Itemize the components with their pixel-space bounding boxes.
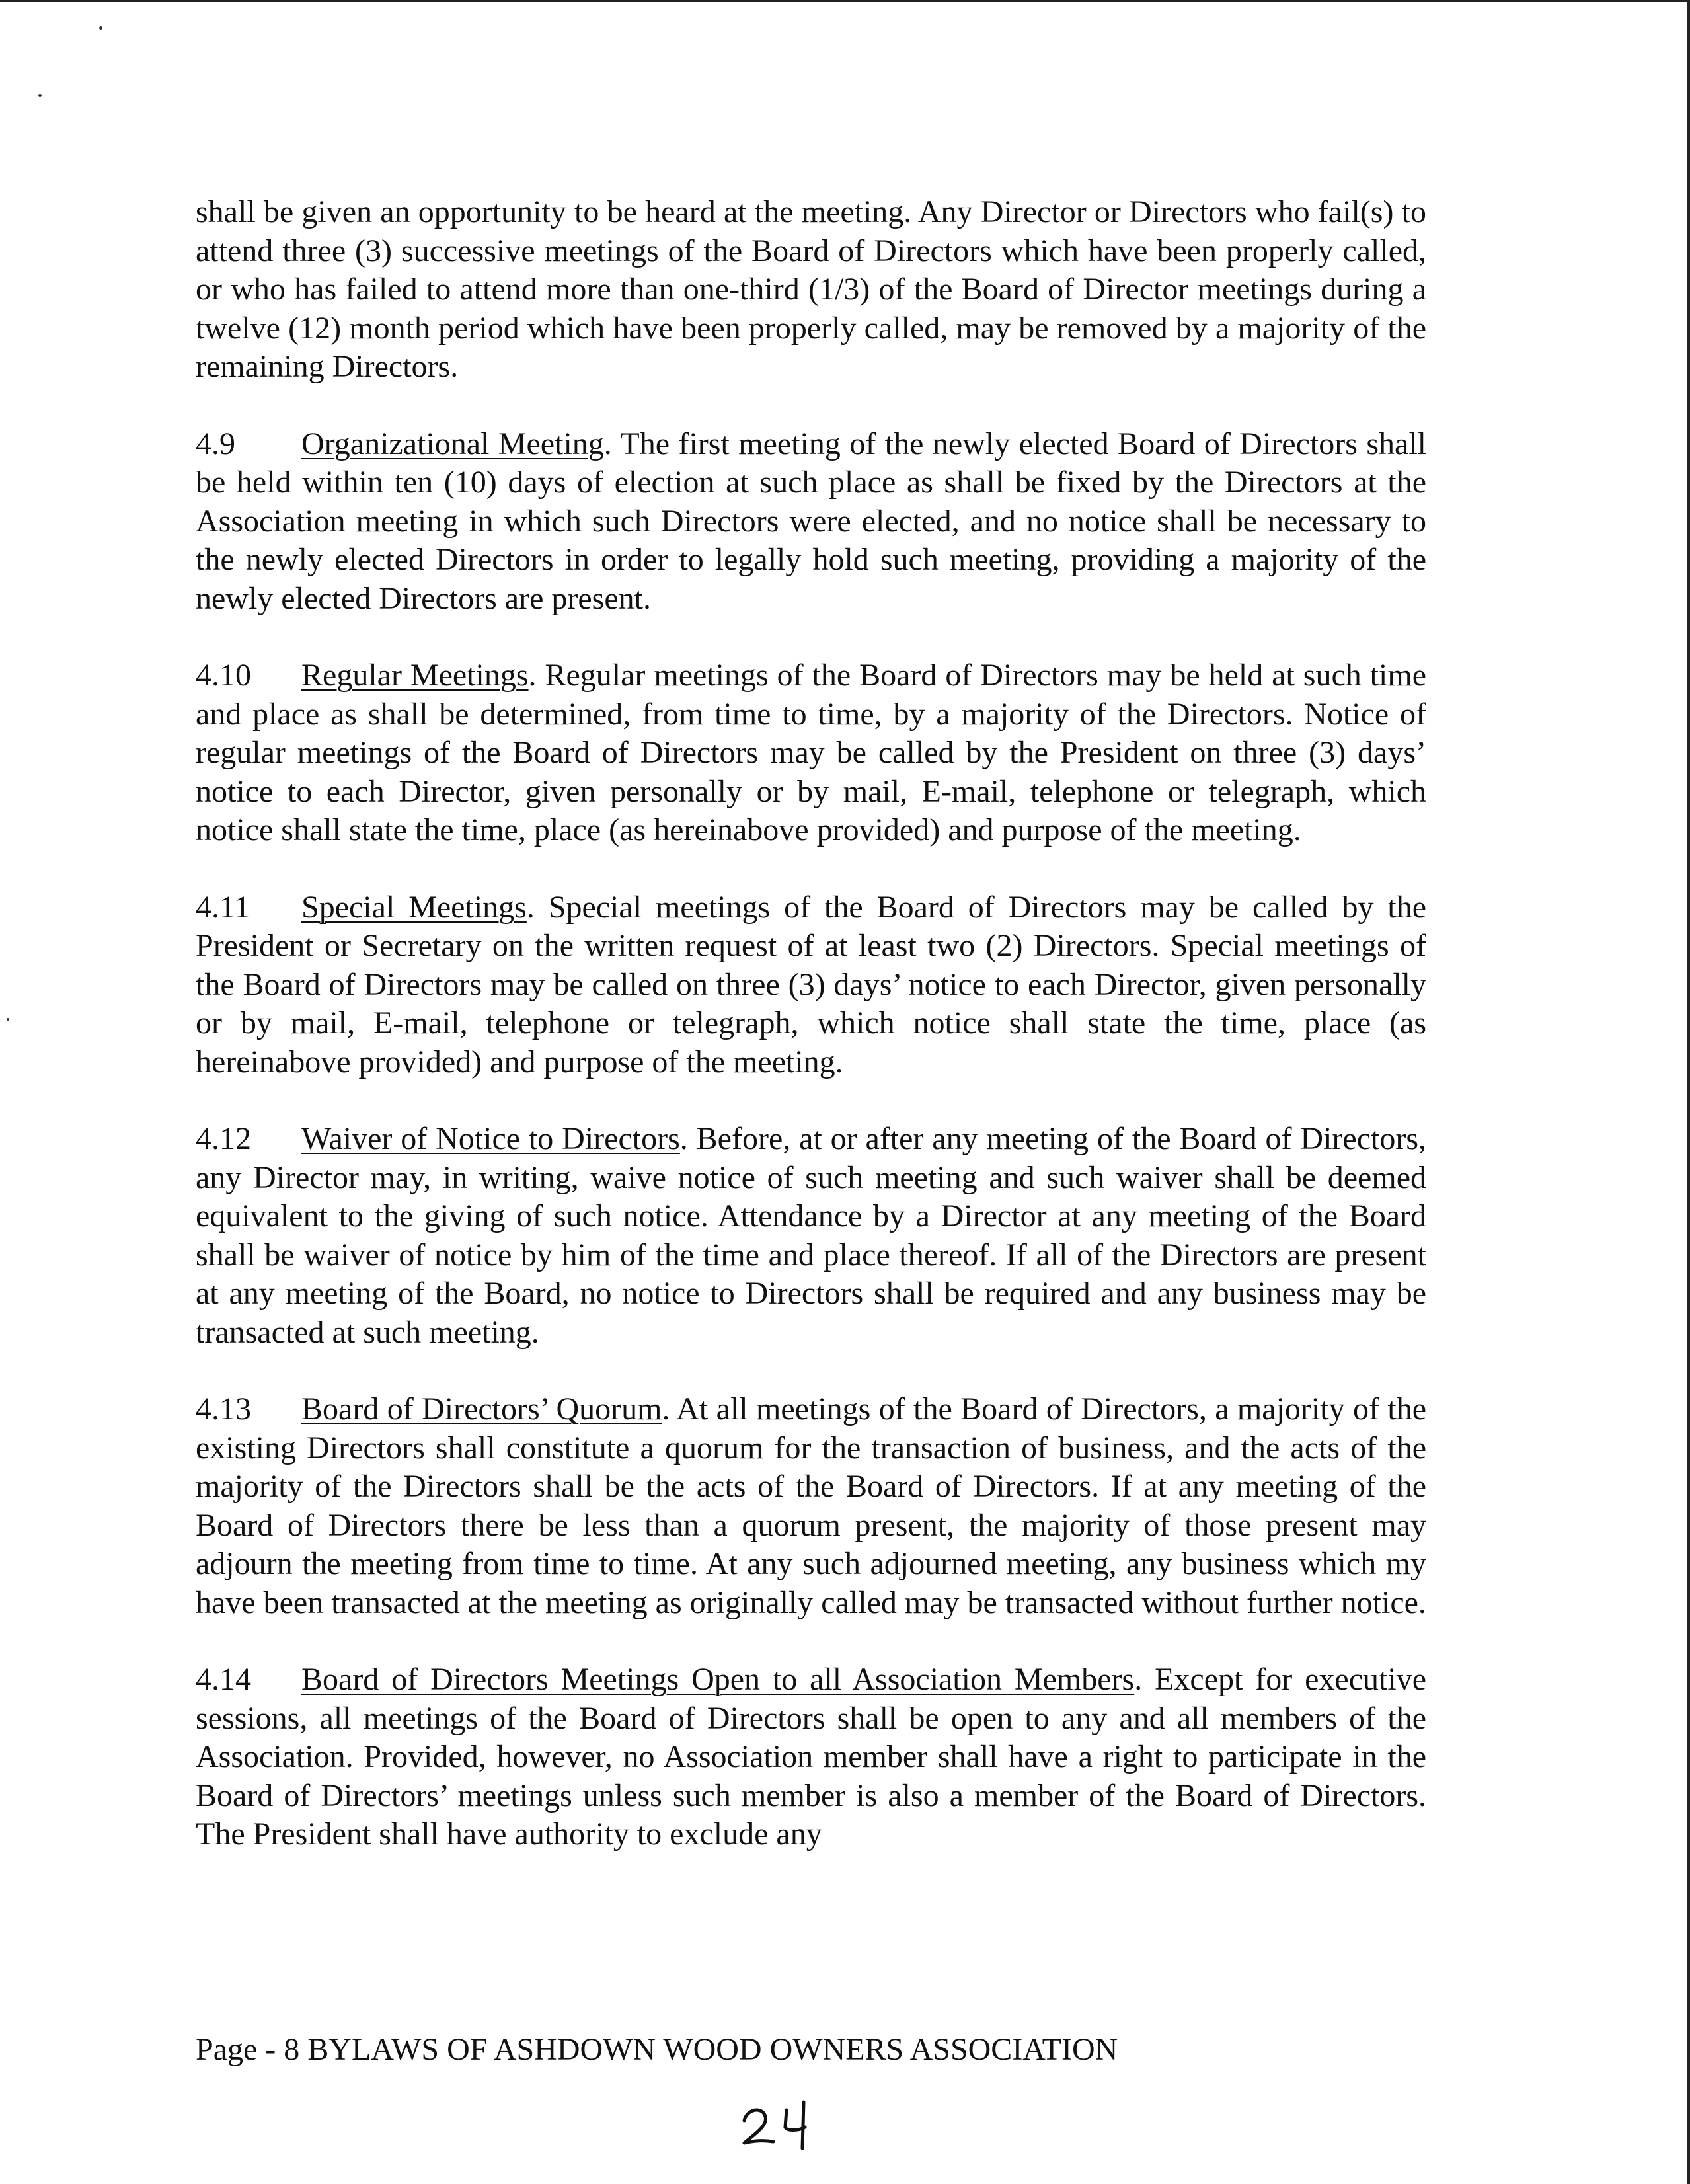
section-4-12 <box>196 1120 1426 1352</box>
handwritten-page-number <box>739 2097 831 2150</box>
section-heading: Waiver of Notice to Directors <box>301 1121 680 1156</box>
section-body: Regular meetings of the Board of Directors may be held at such time and place as shall be determined, from time to time, by a majority of the Directors. Notice of regular meetings of the Board of Directors may be called by the President on three (3) days’ notice to each Director, given personally or by mail, E-mail, telephone or telegraph, which notice shall state the time, place (as hereinabove provided) and purpose of the meeting. <box>196 658 1426 847</box>
scan-speck <box>38 94 42 97</box>
section-number: 4.12 <box>196 1121 251 1156</box>
heading-period: . <box>528 658 537 693</box>
section-heading: Organizational Meeting <box>301 426 604 461</box>
document-body <box>196 193 1426 1892</box>
section-number: 4.10 <box>196 658 251 693</box>
section-heading: Board of Directors Meetings Open to all Association Members <box>301 1662 1135 1697</box>
section-number: 4.13 <box>196 1391 251 1426</box>
section-heading: Special Meetings <box>301 889 527 925</box>
heading-period: . <box>662 1391 670 1426</box>
heading-period: . <box>679 1121 688 1156</box>
section-4-9 <box>196 425 1426 619</box>
section-body: Except for executive sessions, all meetings of the Board of Directors shall be open to any and all members of the Association. Provided, however, no Association member shall have a right to participate in the Board of Directors’ meetings unless such member is also a member of the Board of Directors. The President shall have authority to exclude any <box>196 1662 1426 1852</box>
section-number: 4.11 <box>196 889 250 925</box>
section-heading: Regular Meetings <box>301 658 529 693</box>
section-body: Special meetings of the Board of Directors may be called by the President or Secretary on the written request of at least two (2) Directors. Special meetings of the Board of Directors may be called on three (3) days’ notice to each Director, given personally or by mail, E-mail, telephone or telegraph, which notice shall state the time, place (as hereinabove provided) and purpose of the meeting. <box>196 889 1427 1079</box>
heading-period: . <box>603 426 612 461</box>
section-4-10 <box>196 656 1426 850</box>
section-4-13 <box>196 1390 1426 1622</box>
paragraph-continuation <box>196 193 1426 387</box>
section-4-11 <box>196 888 1426 1082</box>
section-number: 4.14 <box>196 1662 251 1697</box>
scan-speck <box>7 1018 9 1021</box>
paragraph-body: shall be given an opportunity to be heard at the meeting. Any Director or Directors who fail(s) to attend three (3) successive meetings of the Board of Directors which have been properly called, or who has failed to attend more than one-third (1/3) of the Board of Director meetings during a twelve (12) month period which have been properly called, may be removed by a majority of the remaining Directors. <box>196 194 1426 384</box>
section-heading: Board of Directors’ Quorum <box>301 1391 662 1426</box>
scan-speck <box>99 26 102 30</box>
section-4-14 <box>196 1660 1426 1854</box>
page-footer: Page - 8 BYLAWS OF ASHDOWN WOOD OWNERS ASSOCIATION <box>196 2032 1118 2067</box>
section-body: At all meetings of the Board of Directors, a majority of the existing Directors shall constitute a quorum for the transaction of business, and the acts of the majority of the Directors shall be the acts of the Board of Directors. If at any meeting of the Board of Directors there be less than a quorum present, the majority of those present may adjourn the meeting from time to time. At any such adjourned meeting, any business which my have been transacted at the meeting as originally called may be transacted without further notice. <box>196 1391 1426 1620</box>
heading-period: . <box>526 889 535 925</box>
section-number: 4.9 <box>196 426 235 461</box>
heading-period: . <box>1134 1662 1143 1697</box>
section-body: The first meeting of the newly elected Board of Directors shall be held within ten (10) days of election at such place as shall be fixed by the Directors at the Association meeting in which such Directors were elected, and no notice shall be necessary to the newly elected Directors in order to legally hold such meeting, providing a majority of the newly elected Directors are present. <box>196 426 1426 616</box>
section-body: Before, at or after any meeting of the Board of Directors, any Director may, in writing, waive notice of such meeting and such waiver shall be deemed equivalent to the giving of such notice. Attendance by a Director at any meeting of the Board shall be waiver of notice by him of the time and place thereof. If all of the Directors are present at any meeting of the Board, no notice to Directors shall be required and any business may be transacted at such meeting. <box>196 1121 1427 1350</box>
